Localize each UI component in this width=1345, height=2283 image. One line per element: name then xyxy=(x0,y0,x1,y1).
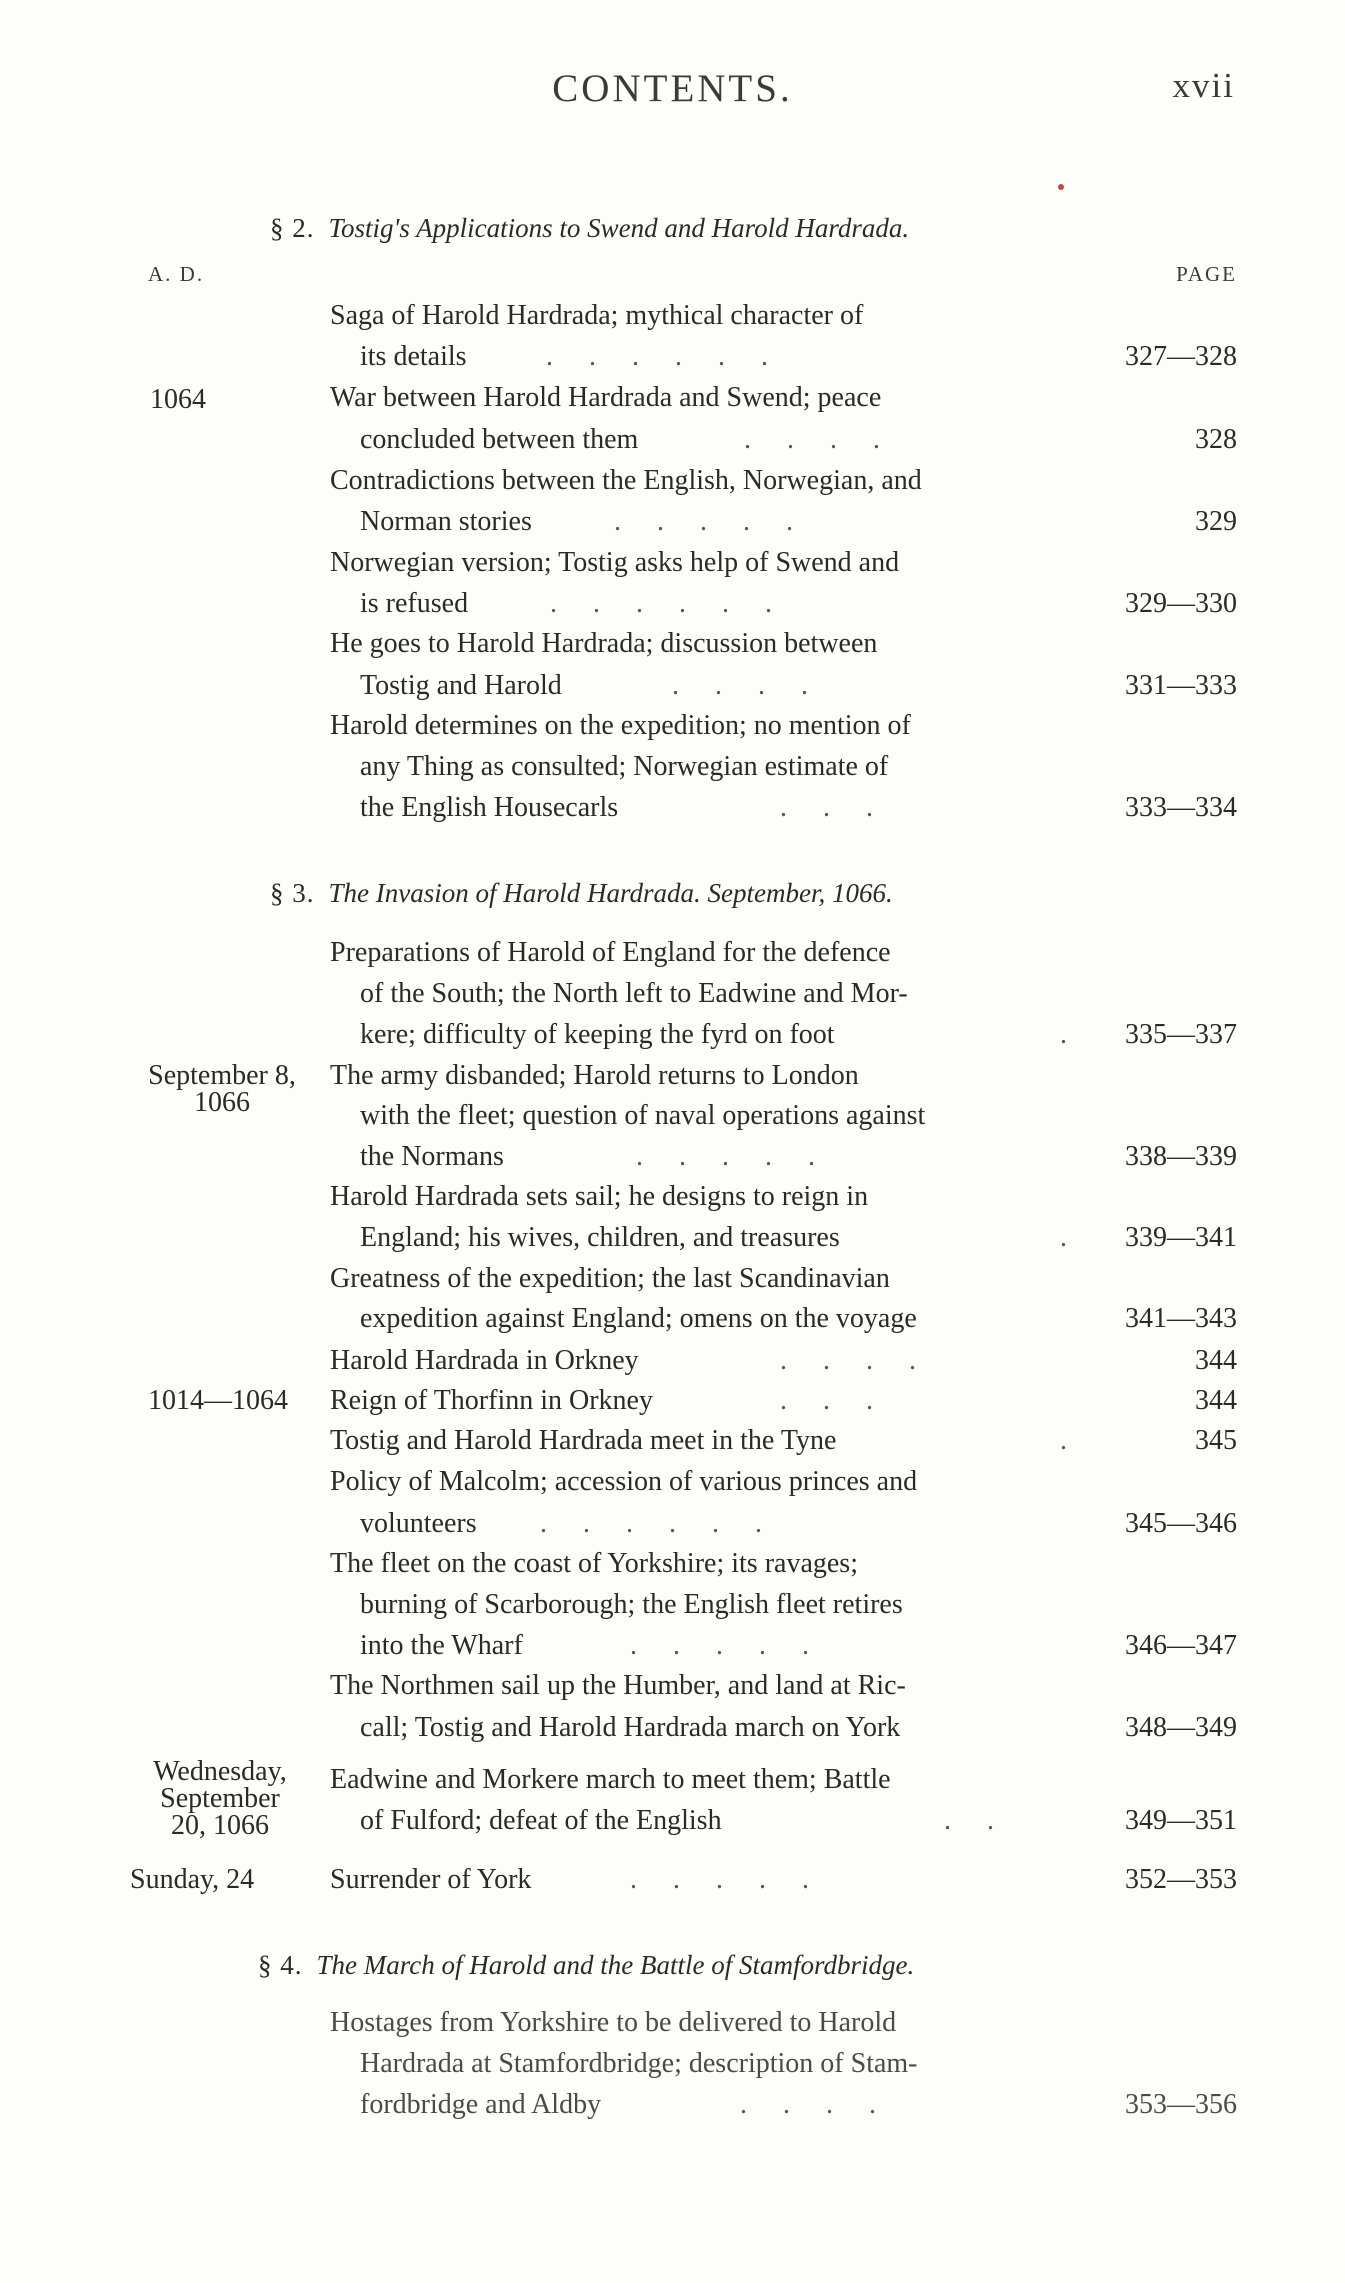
entry-line: fordbridge and Aldby xyxy=(360,2089,602,2120)
entry-line: kere; difficulty of keeping the fyrd on foot xyxy=(360,1019,835,1050)
entry-line: Saga of Harold Hardrada; mythical character of xyxy=(330,300,864,331)
entry-line: Reign of Thorfinn in Orkney xyxy=(330,1385,653,1416)
entry-line: The army disbanded; Harold returns to London xyxy=(330,1060,859,1091)
entry-page: 335—337 xyxy=(1125,1019,1237,1050)
entry-line: burning of Scarborough; the English fleet retires xyxy=(360,1589,903,1620)
section-number: § 2. xyxy=(270,213,315,243)
entry-page: 349—351 xyxy=(1125,1805,1237,1836)
entry-line: Harold determines on the expedition; no mention of xyxy=(330,710,911,741)
page-number: xvii xyxy=(1172,66,1235,105)
entry-page: 352—353 xyxy=(1125,1864,1237,1895)
entry-line: Contradictions between the English, Norwegian, and xyxy=(330,465,922,496)
entry-line: The Northmen sail up the Humber, and land at Ric- xyxy=(330,1670,906,1701)
entry-page: 327—328 xyxy=(1125,341,1237,372)
entry-line: Hostages from Yorkshire to be delivered to Harold xyxy=(330,2007,897,2038)
entry-page: 333—334 xyxy=(1125,792,1237,823)
entry-page: 329 xyxy=(1195,506,1237,537)
entry-line: the English Housecarls xyxy=(360,792,619,823)
entry-date: 1014—1064 xyxy=(148,1385,288,1416)
entry-line: of Fulford; defeat of the English xyxy=(360,1805,722,1836)
section-4-heading xyxy=(258,1950,914,1981)
entry-date: Wednesday, September 20, 1066 xyxy=(153,1756,287,1841)
entry-line: The fleet on the coast of Yorkshire; its ravages; xyxy=(330,1548,858,1579)
ink-speck xyxy=(1058,184,1064,190)
entry-page: 346—347 xyxy=(1125,1630,1237,1661)
entry-line: Norman stories xyxy=(360,506,532,537)
section-title: The Invasion of Harold Hardrada. September, xyxy=(328,878,826,908)
entry-page: 353—356 xyxy=(1125,2089,1237,2120)
entry-page: 348—349 xyxy=(1125,1712,1237,1743)
entry-page: 344 xyxy=(1195,1345,1237,1376)
section-title: The March of Harold and the Battle of Stamfordbridge. xyxy=(316,1950,915,1980)
section-3-heading xyxy=(270,878,893,909)
section-number: § 4. xyxy=(258,1950,303,1980)
entry-page: 339—341 xyxy=(1125,1222,1237,1253)
entry-page: 345 xyxy=(1195,1425,1237,1456)
entry-page: 328 xyxy=(1195,424,1237,455)
column-header-ad: A. D. xyxy=(148,262,205,286)
entry-line: Harold Hardrada in Orkney xyxy=(330,1345,639,1376)
entry-line: Tostig and Harold Hardrada meet in the Tyne xyxy=(330,1425,837,1456)
entry-date: Sunday, 24 xyxy=(130,1864,255,1895)
entry-line: with the fleet; question of naval operations against xyxy=(360,1100,926,1131)
entry-line: Policy of Malcolm; accession of various princes and xyxy=(330,1466,918,1497)
column-header-page: PAGE xyxy=(1176,262,1237,286)
entry-date: 1064 xyxy=(150,384,206,415)
entry-line: into the Wharf xyxy=(360,1630,523,1661)
section-title-year: 1066. xyxy=(831,878,893,908)
entry-line: volunteers xyxy=(360,1508,477,1539)
entry-line: Surrender of York xyxy=(330,1864,532,1895)
entry-line: any Thing as consulted; Norwegian estimate of xyxy=(360,751,889,782)
entry-line: Eadwine and Morkere march to meet them; Battle xyxy=(330,1764,891,1795)
entry-line: of the South; the North left to Eadwine and Mor- xyxy=(360,978,908,1009)
entry-page: 345—346 xyxy=(1125,1508,1237,1539)
entry-line: is refused xyxy=(360,588,469,619)
entry-line: Preparations of Harold of England for the defence xyxy=(330,937,891,968)
section-2-heading xyxy=(270,213,909,244)
entry-page: 341—343 xyxy=(1125,1303,1237,1334)
entry-line: expedition against England; omens on the voyage xyxy=(360,1303,917,1334)
entry-page: 338—339 xyxy=(1125,1141,1237,1172)
section-title: Tostig's Applications to Swend and Harold Hardrada. xyxy=(328,213,910,243)
entry-line: War between Harold Hardrada and Swend; peace xyxy=(330,382,882,413)
entry-line: Harold Hardrada sets sail; he designs to reign in xyxy=(330,1181,869,1212)
page-title: CONTENTS. xyxy=(552,67,793,110)
entry-line: the Normans xyxy=(360,1141,504,1172)
entry-line: Greatness of the expedition; the last Scandinavian xyxy=(330,1263,890,1294)
entry-line: Hardrada at Stamfordbridge; description of Stam- xyxy=(360,2048,918,2079)
entry-line: concluded between them xyxy=(360,424,639,455)
entry-line: England; his wives, children, and treasures xyxy=(360,1222,840,1253)
section-number: § 3. xyxy=(270,878,315,908)
entry-line: call; Tostig and Harold Hardrada march on York xyxy=(360,1712,901,1743)
entry-line: Norwegian version; Tostig asks help of Swend and xyxy=(330,547,900,578)
entry-line: its details xyxy=(360,341,467,372)
entry-line: He goes to Harold Hardrada; discussion between xyxy=(330,628,878,659)
entry-date: September 8, 1066 xyxy=(148,1060,296,1118)
entry-line: Tostig and Harold xyxy=(360,670,562,701)
entry-page: 344 xyxy=(1195,1385,1237,1416)
entry-page: 331—333 xyxy=(1125,670,1237,701)
entry-page: 329—330 xyxy=(1125,588,1237,619)
